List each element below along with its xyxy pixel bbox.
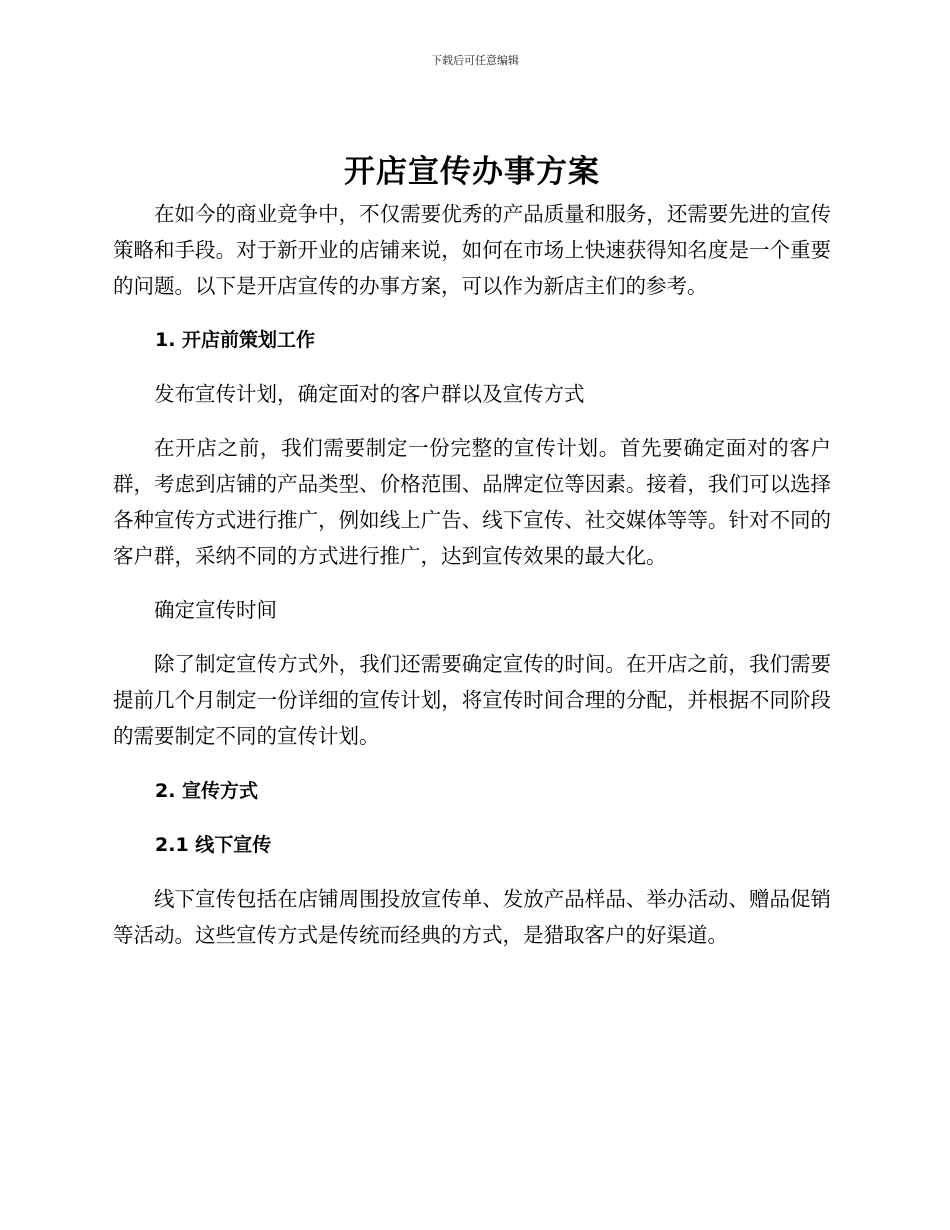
intro-paragraph: 在如今的商业竞争中，不仅需要优秀的产品质量和服务，还需要先进的宣传策略和手段。对于新开业的店铺来说，如何在市场上快速获得知名度是一个重要的问题。以下是开店宣传的办事方案，可以作为新店主们的参考。 <box>113 202 831 298</box>
section-1-subheading-2: 确定宣传时间 <box>154 598 277 622</box>
section-1-paragraph-1: 在开店之前，我们需要制定一份完整的宣传计划。首先要确定面对的客户群，考虑到店铺的产品类型、价格范围、品牌定位等因素。接着，我们可以选择各种宣传方式进行推广，例如线上广告、线下宣传、社交媒体等等。针对不同的客户群，采纳不同的方式进行推广，达到宣传效果的最大化。 <box>113 436 831 568</box>
section-1-paragraph-2: 除了制定宣传方式外，我们还需要确定宣传的时间。在开店之前，我们需要提前几个月制定一份详细的宣传计划，将宣传时间合理的分配，并根据不同阶段的需要制定不同的宣传计划。 <box>113 652 831 748</box>
section-1-subheading-1: 发布宣传计划，确定面对的客户群以及宣传方式 <box>154 382 585 406</box>
header-note: 下载后可任意编辑 <box>431 54 519 67</box>
section-2-1-paragraph: 线下宣传包括在店铺周围投放宣传单、发放产品样品、举办活动、赠品促销等活动。这些宣传方式是传统而经典的方式，是猎取客户的好渠道。 <box>113 887 831 947</box>
section-1-heading: 1. 开店前策划工作 <box>155 329 316 351</box>
document-body <box>113 148 831 953</box>
section-2-heading: 2. 宣传方式 <box>155 780 259 802</box>
section-2-1-heading: 2.1 线下宣传 <box>155 834 272 856</box>
document-title: 开店宣传办事方案 <box>344 154 600 190</box>
